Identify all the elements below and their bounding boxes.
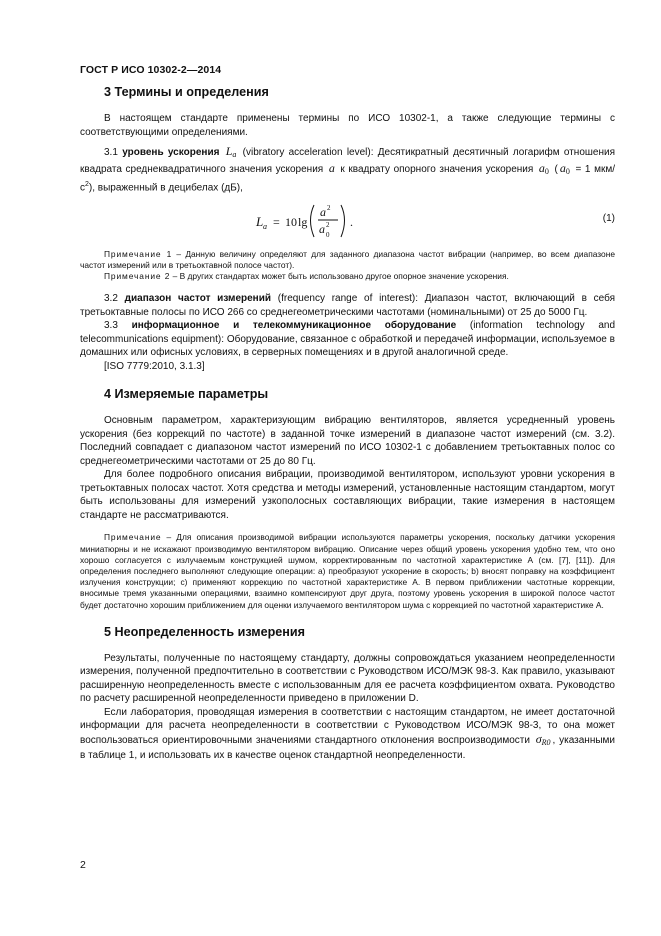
section-5-paragraph-1: Результаты, полученные по настоящему стандарту, должны сопровождаться указанием неопределенности измерения, полученной предпочтительно в соответствии с Руководством ИСО/МЭК 98-3. Как правило, указывают расширенную неопределенность вместе с использованным для ее расчета коэффициентом охвата. Руководство по расчету расширенной неопределенности приведено в приложении D.	[80, 652, 615, 705]
page-content	[80, 84, 615, 763]
svg-text:lg: lg	[298, 214, 308, 229]
symbol-a0-inline: $a_0$	[559, 160, 570, 176]
svg-text:a: a	[263, 221, 267, 231]
symbol-L: $L_a$	[225, 144, 237, 159]
svg-text:L: L	[256, 213, 264, 229]
definition-number: 3.3	[104, 320, 118, 332]
svg-text:2: 2	[327, 203, 331, 212]
note-1: Примечание 1 – Данную величину определяют для заданного диапазона частот вибрации (например, во всем диапазоне частот измерений или в третьоктавной полосе частот).	[80, 248, 615, 271]
section-4-heading: 4 Измеряемые параметры	[104, 387, 269, 402]
definition-number: 3.1	[104, 147, 118, 158]
definition-term: диапазон частот измерений	[124, 293, 272, 305]
symbol-a: a	[328, 160, 335, 175]
definition-text-b: к квадрату опорного значения ускорения	[340, 163, 534, 175]
formula-number: (1)	[602, 212, 615, 224]
formula-1	[80, 199, 615, 243]
svg-text:2: 2	[326, 220, 330, 229]
definition-number: 3.2	[104, 293, 118, 305]
svg-text:0: 0	[326, 230, 330, 239]
document-id-header: ГОСТ Р ИСО 10302-2—2014	[80, 64, 222, 76]
reference-value: = 1 мкм/с	[80, 163, 615, 194]
svg-text:a: a	[319, 221, 325, 236]
definition-3-2	[80, 292, 615, 319]
note-2: Примечание 2 – В других стандартах может быть использовано другое опорное значение ускорения.	[104, 271, 509, 282]
section-4-note: Примечание – Для описания производимой вибрации используются параметры ускорения, поскольку датчики ускорения миниатюрны и не искажают производимую вентилятором вибрацию. Описание через общий уровень ускорения удобно тем, что оно хорошо согласуется с излучаемым конструкцией шумом, корректированным по частотной характеристике А (см. [7], [11]). Для определения последнего выполняют следующие операции: a) преобразуют ускорение в скорость; b) вносят поправку на коэффициент излучения конструкции; с) применяют коррекцию по частотной характеристике А. В первом приближении частотные коррекции, вносимые тремя указанными операциями, взаимно компенсируют друг друга, поэтому уровень ускорения в широкой полосе частот будет достаточно хорошим приближением для оценки излучаемого вентилятором шума с коррекцией по частотной характеристике А.	[80, 532, 615, 610]
section-4-paragraph-1: Основным параметром, характеризующим вибрацию вентиляторов, является усредненный уровень ускорения (без коррекций по частоте) в заданной точке измерений в диапазоне частот измерений (см. 3.2). Последний совпадает с диапазоном частот измерений по ИСО 10302-1 с добавлением третьоктавных полос со среднегеометрическими частотами от 25 до 80 Гц.	[80, 415, 615, 467]
note-label: Примечание 1	[104, 248, 173, 259]
definition-term: уровень ускорения	[122, 147, 220, 158]
formula-image	[252, 199, 392, 243]
note-label: Примечание 2	[104, 271, 171, 282]
definition-3-3-reference: [ISO 7779:2010, 3.1.3]	[104, 360, 205, 372]
svg-text:a: a	[320, 204, 326, 219]
definition-text: (frequency range of interest): Диапазон частот, включающий в себя третьоктавные полосы по ИСО 266 со среднегеометрическими частотами (номинальными) от 25 до 5000 Гц.	[80, 293, 616, 318]
section-5-paragraph-2: Если лаборатория, проводящая измерения в соответствии с настоящим стандартом, не имеет достаточной информации для расчета неопределенности в соответствии с Руководством ИСО/МЭК 98-3, то она может воспользоваться ориентировочными значениями стандартного отклонения воспроизводимости $\sigma_{R0}$ , указанными в таблице 1, и использовать их в качестве оценок стандартной неопределенности.	[80, 706, 615, 762]
page-number: 2	[80, 859, 86, 871]
symbol-a0: $a_0$	[538, 160, 549, 176]
section-3-heading: 3 Термины и определения	[104, 85, 269, 99]
note-label: Примечание	[104, 532, 162, 543]
svg-text:.: .	[350, 214, 353, 229]
section-3-intro: В настоящем стандарте применены термины по ИСО 10302-1, а также следующие термины с соответствующими определениями.	[80, 113, 615, 138]
definition-term: информационное и телекоммуникационное оборудование	[131, 320, 457, 332]
definition-3-1	[80, 145, 615, 195]
svg-text:10: 10	[285, 214, 297, 229]
section-5-heading: 5 Неопределенность измерения	[104, 624, 305, 639]
definition-3-3	[80, 319, 615, 360]
definition-text-c: ), выраженный в децибелах (дБ),	[88, 182, 243, 194]
section-4-paragraph-2: Для более подробного описания вибрации, производимой вентилятором, используют уровни ускорения в третьоктавных полосах частот. Хотя средства и методы измерений, установленные настоящим стандартом, могут быть использованы для измерений узкополосных составляющих вибрации, такие измерения в настоящем стандарте не рассматриваются.	[80, 469, 615, 521]
definition-text: (information technology and telecommunications equipment): Оборудование, связанное с обработкой и передачей информации, используемое в домашних или офисных условиях, в серверных помещениях и в другой аналогичной среде.	[80, 320, 615, 359]
definition-text-a: (vibratory acceleration level): Десятикратный десятичный логарифм отношения квадрата среднеквадратичного значения ускорения	[80, 147, 615, 175]
svg-text:=: =	[273, 214, 280, 229]
reference-exponent: 2	[85, 181, 89, 188]
paren-open: (	[554, 163, 558, 175]
symbol-sigma-r0: $\sigma_{R0}$	[535, 731, 551, 747]
